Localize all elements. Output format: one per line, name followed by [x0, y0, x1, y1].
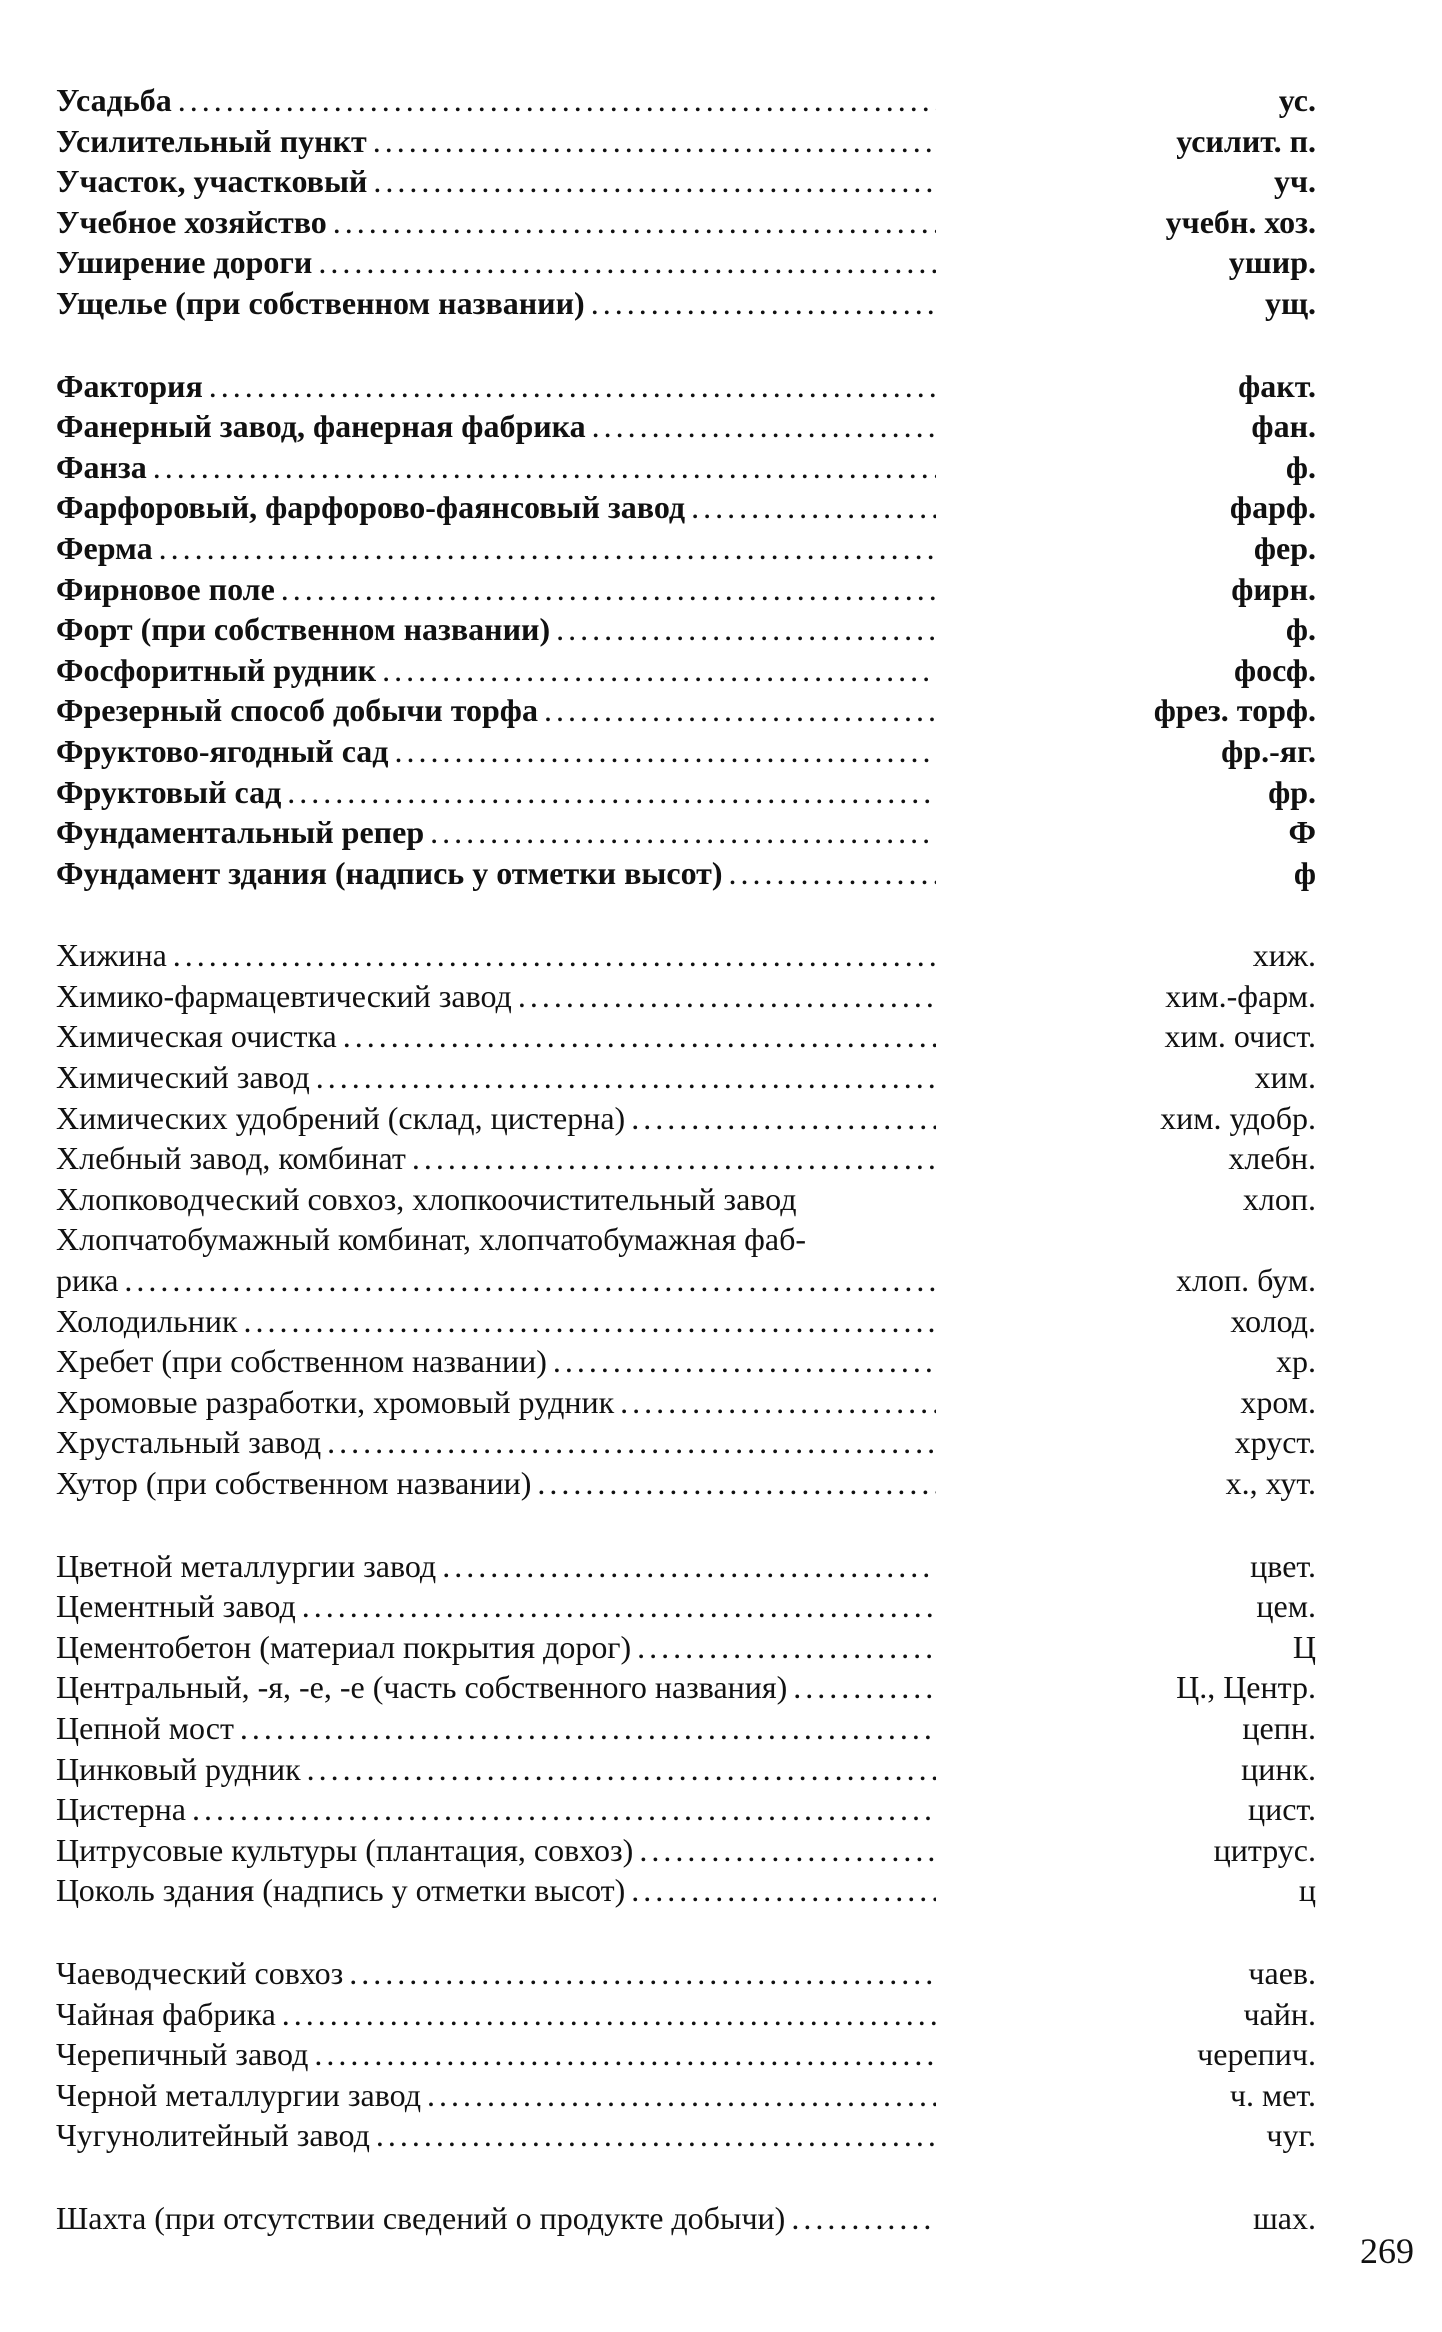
- entry-term: Химических удобрений (склад, цистерна): [56, 1099, 626, 1136]
- entry-abbreviation: фарф.: [1229, 489, 1316, 526]
- leader-dots: [240, 1708, 936, 1749]
- glossary-entry: [56, 2034, 1316, 2075]
- entry-term: Участок, участковый: [56, 163, 368, 200]
- glossary-entry: [56, 283, 1316, 324]
- leader-dots: [430, 812, 936, 853]
- glossary-entry: [56, 1016, 1316, 1057]
- leader-dots: [316, 1057, 936, 1098]
- entry-term: Химическая очистка: [56, 1018, 337, 1055]
- entry-term: Хлебный завод, комбинат: [56, 1140, 406, 1177]
- leader-dots: [243, 1301, 936, 1342]
- leader-dots: [178, 80, 936, 121]
- glossary-entry: [56, 1708, 1316, 1749]
- glossary-section: [56, 80, 1316, 324]
- entry-term: Хлопководческий совхоз, хлопкоочистительный завод: [56, 1180, 797, 1217]
- entry-term: Фанерный завод, фанерная фабрика: [56, 408, 586, 445]
- glossary-entry: [56, 1382, 1316, 1423]
- leader-dots: [349, 1953, 936, 1994]
- glossary-entry: [56, 2115, 1316, 2156]
- entry-term: Цистерна: [56, 1791, 186, 1828]
- leader-dots: [442, 1546, 936, 1587]
- glossary-entry: [56, 853, 1316, 894]
- entry-term: Хутор (при собственном названии): [56, 1465, 532, 1501]
- glossary-entry: [56, 1586, 1316, 1627]
- leader-dots: [729, 853, 936, 894]
- entry-abbreviation: хлебн.: [1228, 1140, 1316, 1177]
- entry-term: Холодильник: [56, 1302, 238, 1339]
- glossary-section: [56, 935, 1316, 1503]
- leader-dots: [281, 569, 936, 610]
- entry-abbreviation: хим. очист.: [1164, 1018, 1316, 1055]
- entry-abbreviation: фан.: [1251, 408, 1316, 445]
- leader-dots: [793, 1667, 936, 1708]
- entry-abbreviation: фосф.: [1233, 651, 1316, 688]
- glossary-entry: [56, 1098, 1316, 1139]
- glossary-entry: [56, 1179, 1316, 1220]
- entry-term: Фрезерный способ добычи торфа: [56, 692, 538, 729]
- glossary-entry: [56, 161, 1316, 202]
- glossary-entry: [56, 1301, 1316, 1342]
- entry-term: Цитрусовые культуры (плантация, совхоз): [56, 1831, 634, 1868]
- entry-term: Цинковый рудник: [56, 1750, 301, 1787]
- entry-abbreviation: Ф: [1288, 814, 1316, 851]
- glossary-entry: [56, 1789, 1316, 1830]
- glossary-entry: [56, 1830, 1316, 1871]
- glossary-section: [56, 1546, 1316, 1911]
- entry-abbreviation: цитрус.: [1213, 1831, 1316, 1868]
- entry-term: Черной металлургии завод: [56, 2076, 421, 2113]
- entry-abbreviation: фер.: [1253, 529, 1316, 566]
- entry-abbreviation: Ц: [1292, 1628, 1316, 1665]
- entry-abbreviation: черепич.: [1197, 2036, 1316, 2073]
- entry-abbreviation: фрез. торф.: [1153, 692, 1316, 729]
- entry-abbreviation: ущ.: [1264, 284, 1316, 321]
- leader-dots: [592, 406, 936, 447]
- entry-term: Чайная фабрика: [56, 1995, 276, 2032]
- glossary-section: [56, 1953, 1316, 2156]
- glossary-entry: [56, 690, 1316, 731]
- entry-abbreviation: фр.: [1268, 773, 1316, 810]
- glossary-entry: [56, 1057, 1316, 1098]
- entry-term: Хижина: [56, 937, 167, 974]
- entry-abbreviation: учебн. хоз.: [1165, 203, 1316, 240]
- entry-abbreviation: ф: [1293, 854, 1316, 891]
- glossary-entry: [56, 80, 1316, 121]
- leader-dots: [639, 1830, 936, 1871]
- leader-dots: [591, 283, 936, 324]
- entry-abbreviation: ц: [1298, 1872, 1316, 1909]
- leader-dots: [537, 1463, 936, 1504]
- entry-abbreviation: фирн.: [1231, 570, 1316, 607]
- glossary-entry: [56, 447, 1316, 488]
- leader-dots: [333, 202, 936, 243]
- entry-abbreviation: хлоп.: [1242, 1180, 1316, 1217]
- leader-dots: [153, 447, 936, 488]
- entry-term: Фирновое поле: [56, 570, 275, 607]
- entry-term: Шахта (при отсутствии сведений о продукте добычи): [56, 2199, 786, 2236]
- entry-term: Учебное хозяйство: [56, 203, 327, 240]
- glossary-entry: [56, 976, 1316, 1017]
- glossary-entry: [56, 1627, 1316, 1668]
- entry-term: Фруктово-ягодный сад: [56, 732, 389, 769]
- leader-dots: [518, 976, 936, 1017]
- entry-abbreviation: шах.: [1253, 2199, 1316, 2236]
- glossary-entry: [56, 935, 1316, 976]
- entry-abbreviation: цинк.: [1241, 1750, 1316, 1787]
- entry-abbreviation: факт.: [1238, 367, 1316, 404]
- glossary-entry: [56, 1422, 1316, 1463]
- glossary-entry: [56, 1870, 1316, 1911]
- glossary-entry: [56, 772, 1316, 813]
- entry-term: Чугунолитейный завод: [56, 2117, 370, 2154]
- glossary-entry: [56, 1667, 1316, 1708]
- leader-dots: [631, 1098, 936, 1139]
- entry-abbreviation: х., хут.: [1225, 1465, 1316, 1501]
- entry-term: Хрустальный завод: [56, 1424, 322, 1461]
- entry-term: Ферма: [56, 529, 153, 566]
- leader-dots: [282, 1994, 936, 2035]
- glossary-entry: [56, 1138, 1316, 1179]
- leader-dots: [620, 1382, 936, 1423]
- glossary-entry: [56, 121, 1316, 162]
- entry-term: Фанза: [56, 448, 147, 485]
- entry-abbreviation: чайн.: [1243, 1995, 1316, 2032]
- entry-term: Черепичный завод: [56, 2036, 309, 2073]
- glossary-entry: [56, 812, 1316, 853]
- entry-term: Цементобетон (материал покрытия дорог): [56, 1628, 632, 1665]
- leader-dots: [159, 528, 936, 569]
- entry-term: Фруктовый сад: [56, 773, 282, 810]
- entry-term: Цементный завод: [56, 1588, 296, 1625]
- leader-dots: [307, 1749, 936, 1790]
- leader-dots: [544, 690, 936, 731]
- entry-abbreviation: цепн.: [1242, 1709, 1316, 1746]
- leader-dots: [637, 1627, 936, 1668]
- glossary-entry: [56, 406, 1316, 447]
- leader-dots: [343, 1016, 936, 1057]
- glossary-entry: [56, 650, 1316, 691]
- leader-dots: [314, 2034, 936, 2075]
- entry-term-continuation: рика: [56, 1262, 119, 1299]
- glossary-section: [56, 366, 1316, 894]
- entry-term: Форт (при собственном названии): [56, 611, 551, 648]
- glossary-entry: [56, 731, 1316, 772]
- leader-dots: [173, 935, 936, 976]
- leader-dots: [124, 1260, 936, 1301]
- leader-dots: [631, 1870, 936, 1911]
- glossary-entry: [56, 1953, 1316, 1994]
- leader-dots: [327, 1422, 936, 1463]
- entry-abbreviation: ф.: [1285, 448, 1316, 485]
- entry-abbreviation: холод.: [1230, 1302, 1316, 1339]
- entry-term: Чаеводческий совхоз: [56, 1954, 344, 1991]
- glossary-entry: [56, 366, 1316, 407]
- entry-term: Хребет (при собственном названии): [56, 1343, 547, 1380]
- glossary-entry: [56, 569, 1316, 610]
- glossary-entry: [56, 2075, 1316, 2116]
- entry-term: Фарфоровый, фарфорово-фаянсовый завод: [56, 489, 686, 526]
- glossary-entry: [56, 1994, 1316, 2035]
- glossary-entry: [56, 242, 1316, 283]
- glossary-entry: [56, 1546, 1316, 1587]
- glossary-entry: [56, 609, 1316, 650]
- entry-abbreviation: ус.: [1278, 82, 1316, 118]
- entry-term: Химико-фармацевтический завод: [56, 977, 512, 1014]
- leader-dots: [791, 2198, 936, 2239]
- entry-term: Уширение дороги: [56, 244, 313, 281]
- leader-dots: [287, 772, 936, 813]
- entry-abbreviation: цем.: [1256, 1588, 1316, 1625]
- entry-abbreviation: хр.: [1276, 1343, 1316, 1380]
- glossary-entry: [56, 1341, 1316, 1382]
- entry-term: Фундаментальный репер: [56, 814, 425, 851]
- entry-abbreviation: цист.: [1247, 1791, 1316, 1828]
- leader-dots: [192, 1789, 936, 1830]
- leader-dots: [691, 487, 936, 528]
- entry-abbreviation: хим.: [1254, 1059, 1316, 1096]
- entry-abbreviation: ч. мет.: [1229, 2076, 1316, 2113]
- leader-dots: [394, 731, 936, 772]
- page-number: 269: [1360, 2231, 1414, 2271]
- leader-dots: [553, 1341, 936, 1382]
- leader-dots: [302, 1586, 936, 1627]
- leader-dots: [382, 650, 936, 691]
- glossary-entry: [56, 487, 1316, 528]
- glossary-entry: [56, 2198, 1316, 2239]
- entry-abbreviation: уч.: [1273, 163, 1316, 200]
- entry-term: Хлопчатобумажный комбинат, хлопчатобумажная фаб-: [56, 1221, 807, 1258]
- entry-term: Цветной металлургии завод: [56, 1547, 437, 1584]
- leader-dots: [412, 1138, 936, 1179]
- entry-abbreviation: хим. удобр.: [1160, 1099, 1316, 1136]
- entry-abbreviation: ф.: [1285, 611, 1316, 648]
- leader-dots: [556, 609, 936, 650]
- leader-dots: [318, 242, 936, 283]
- entry-term: Фактория: [56, 367, 203, 404]
- leader-dots: [376, 2115, 936, 2156]
- leader-dots: [209, 366, 936, 407]
- glossary-section: [56, 2198, 1316, 2239]
- entry-abbreviation: фр.-яг.: [1221, 732, 1316, 769]
- entry-term: Усилительный пункт: [56, 122, 367, 159]
- entry-term: Цоколь здания (надпись у отметки высот): [56, 1872, 626, 1909]
- entry-abbreviation: чуг.: [1266, 2117, 1316, 2154]
- entry-term: Фундамент здания (надпись у отметки высот): [56, 854, 723, 891]
- entry-abbreviation: ушир.: [1228, 244, 1316, 281]
- entry-abbreviation: хлоп. бум.: [1176, 1262, 1316, 1299]
- entry-term: Хромовые разработки, хромовый рудник: [56, 1383, 615, 1420]
- entry-term: Химический завод: [56, 1059, 310, 1096]
- leader-dots: [373, 161, 936, 202]
- glossary-entry: [56, 1749, 1316, 1790]
- entry-abbreviation: Ц., Центр.: [1176, 1669, 1316, 1706]
- entry-abbreviation: хим.-фарм.: [1165, 977, 1316, 1014]
- glossary-entry: [56, 1260, 1316, 1301]
- entry-term: Усадьба: [56, 82, 172, 118]
- glossary-entry: [56, 528, 1316, 569]
- entry-abbreviation: чаев.: [1248, 1954, 1316, 1991]
- leader-dots: [373, 121, 936, 162]
- glossary-page: [56, 80, 1316, 2281]
- entry-abbreviation: хиж.: [1252, 937, 1316, 974]
- entry-term: Центральный, -я, -е, -е (часть собственного названия): [56, 1669, 788, 1706]
- entry-term: Фосфоритный рудник: [56, 651, 377, 688]
- leader-dots: [427, 2075, 936, 2116]
- entry-abbreviation: цвет.: [1250, 1547, 1316, 1584]
- entry-abbreviation: усилит. п.: [1176, 122, 1316, 159]
- entry-term: Ущелье (при собственном названии): [56, 284, 585, 321]
- entry-abbreviation: хруст.: [1234, 1424, 1316, 1461]
- glossary-entry: [56, 202, 1316, 243]
- entry-abbreviation: хром.: [1240, 1383, 1316, 1420]
- entry-term: Цепной мост: [56, 1709, 234, 1746]
- glossary-entry: [56, 1463, 1316, 1504]
